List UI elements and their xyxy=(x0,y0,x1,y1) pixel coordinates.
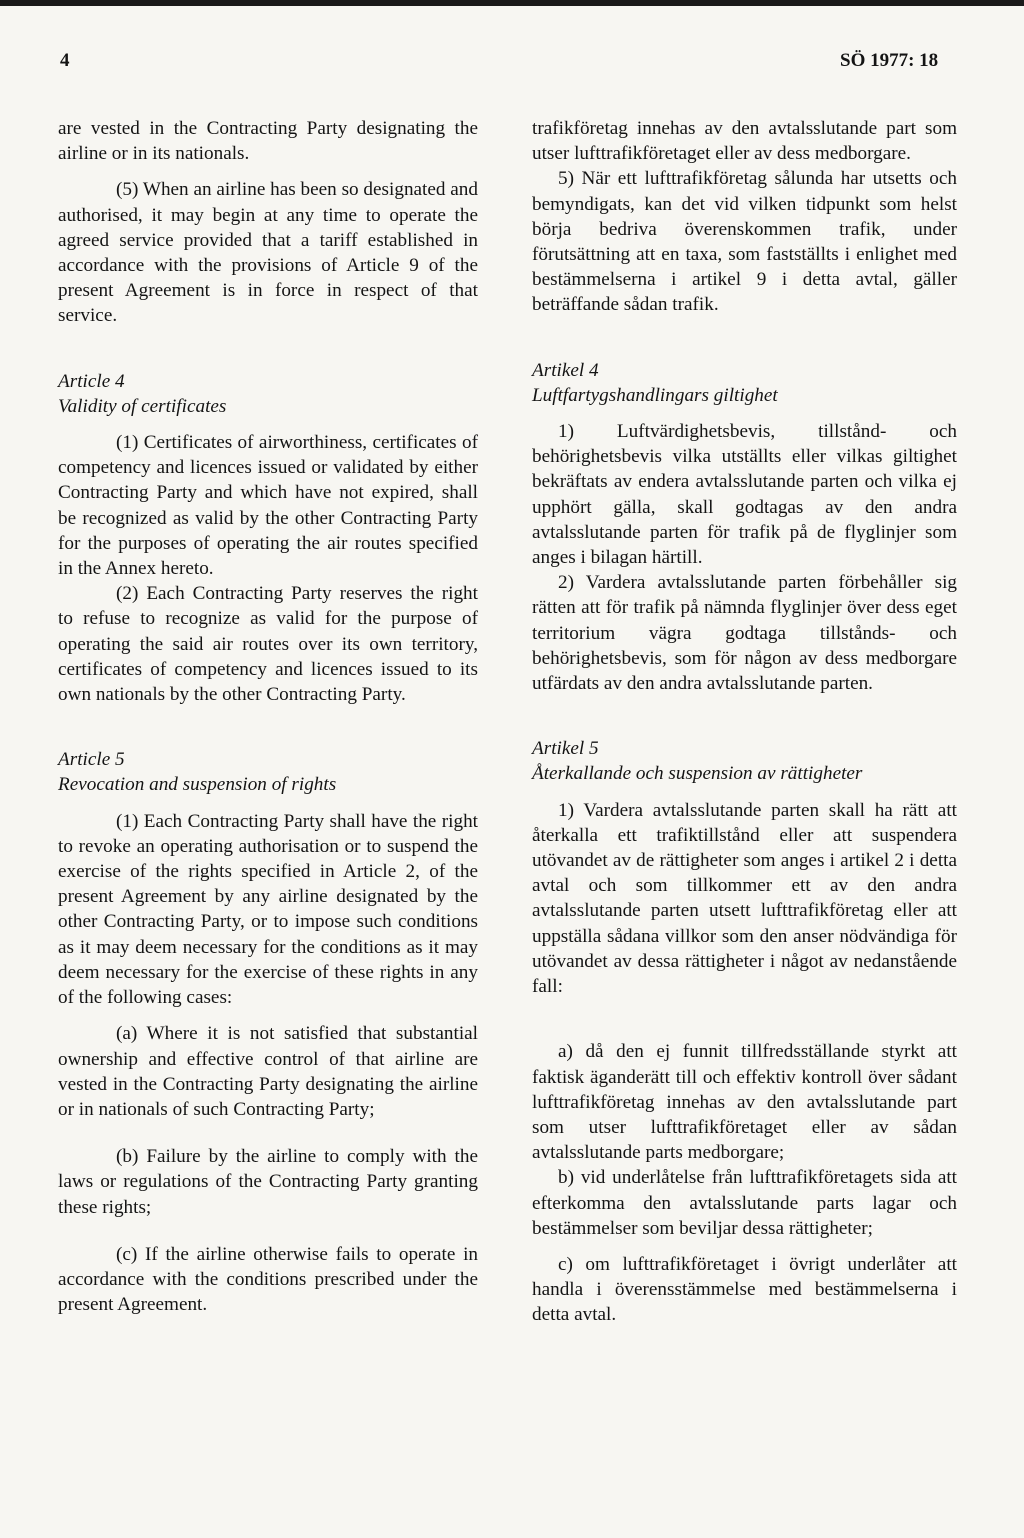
article-5-item-a: (a) Where it is not satisfied that substantial ownership and effective control of that airline are vested in the Contracting Party designating the airline or in nationals of such Contracting Party; xyxy=(58,1023,478,1120)
paragraph-5: 5) När ett lufttrafikföretag sålunda har utsetts och bemyndigats, kan det vid vilken tidpunkt som helst börja bedriva överenskommen trafik, under förutsättning att en taxa, som fastställts i enlighet med bestämmelserna i artikel 9 i detta avtal, gäller beträffande sådan trafik. xyxy=(532,168,957,316)
article-5-paragraph-1: (1) Each Contracting Party shall have the right to revoke an operating authorisation or to suspend the exercise of the rights specified in Article 2, of the present Agreement by any airline designated by the other Contracting Party, or to impose such conditions as it may deem necessary for the conditions as it may deem necessary for the exercise of these rights in any of the following cases: xyxy=(58,810,478,1009)
article-4-paragraph-1: (1) Certificates of airworthiness, certificates of competency and licences issued or validated by either Contracting Party and which have not expired, shall be recognized as valid by the other Contracting Party for the purposes of operating the air routes specified in the Annex hereto. xyxy=(58,432,478,580)
article-5-item-c: c) om lufttrafikföretaget i övrigt underlåter att handla i överensstämmelse med bestämmelserna i detta avtal. xyxy=(532,1253,957,1326)
article-5-heading: Article 5 xyxy=(58,749,125,771)
article-5-item-b: b) vid underlåtelse från lufttrafikföretagets sida att efterkomma den avtalsslutande parts lagar och bestämmelser som beviljar dessa rättigheter; xyxy=(532,1167,957,1239)
top-rule xyxy=(0,0,1024,6)
article-4-paragraph-2: 2) Vardera avtalsslutande parten förbehåller sig rätten att för trafik på nämnda flyglinjer över dess eget territorium vägra godtaga tillstånds- och behörighetsbevis, som för någon av dess medborgare utfärdats av den andra avtalsslutande parten. xyxy=(532,572,957,695)
article-5-item-a: a) då den ej funnit tillfredsställande styrkt att faktisk äganderätt till och effektiv kontroll över sådant lufttrafikföretag innehas av den avtalsslutande part som utser lufttrafikföretaget eller av sådan avtalsslutande parts medborgare; xyxy=(532,1041,957,1164)
paragraph-5: (5) When an airline has been so designated and authorised, it may begin at any time to operate the agreed service provided that a tariff established in accordance with the provisions of Article 9 of the present Agreement is in force in respect of that service. xyxy=(58,179,478,327)
article-5-paragraph-1: 1) Vardera avtalsslutande parten skall ha rätt att återkalla ett trafiktillstånd eller att suspendera utövandet av de rättigheter som anges i artikel 2 i detta avtal och som tillkommer ett av den andra avtalsslutande parten utsett lufttrafikföretag eller att uppställa sådana villkor som den anser nödvändiga för utövandet av dessa rättigheter i något av nedanstående fall: xyxy=(532,799,957,998)
article-5-item-b: (b) Failure by the airline to comply with the laws or regulations of the Contracting Party granting these rights; xyxy=(58,1146,478,1218)
swedish-column xyxy=(532,116,957,1328)
english-column xyxy=(58,116,478,1317)
paragraph-continued: trafikföretag innehas av den avtalsslutande part som utser lufttrafikföretaget eller av dess medborgare. xyxy=(532,118,957,165)
article-5-title: Revocation and suspension of rights xyxy=(58,774,337,796)
paragraph-continued: are vested in the Contracting Party designating the airline or in its nationals. xyxy=(58,118,478,165)
article-4-paragraph-1: 1) Luftvärdighetsbevis, tillstånd- och behörighetsbevis vilka utställts eller vilkas giltighet bekräftats av endera avtalsslutande parten och vilka ej upphört gälla, skall godtagas av den andra avtalsslutande parten för trafik på de flyglinjer som anges i bilagan härtill. xyxy=(532,421,957,569)
page-number: 4 xyxy=(60,50,70,71)
article-4-heading: Article 4 xyxy=(58,370,125,392)
article-4-title: Luftfartygshandlingars giltighet xyxy=(532,384,778,406)
article-5-title: Återkallande och suspension av rättigheter xyxy=(532,763,863,785)
article-5-item-c: (c) If the airline otherwise fails to operate in accordance with the conditions prescribed under the present Agreement. xyxy=(58,1243,478,1316)
article-5-heading: Artikel 5 xyxy=(532,738,599,760)
article-4-title: Validity of certificates xyxy=(58,395,227,417)
article-4-paragraph-2: (2) Each Contracting Party reserves the right to refuse to recognize as valid for the purpose of operating the said air routes over its own territory, certificates of competency and licences issued to its own nationals by the other Contracting Party. xyxy=(58,583,478,706)
article-4-heading: Artikel 4 xyxy=(532,359,599,381)
document-reference: SÖ 1977: 18 xyxy=(840,50,939,71)
